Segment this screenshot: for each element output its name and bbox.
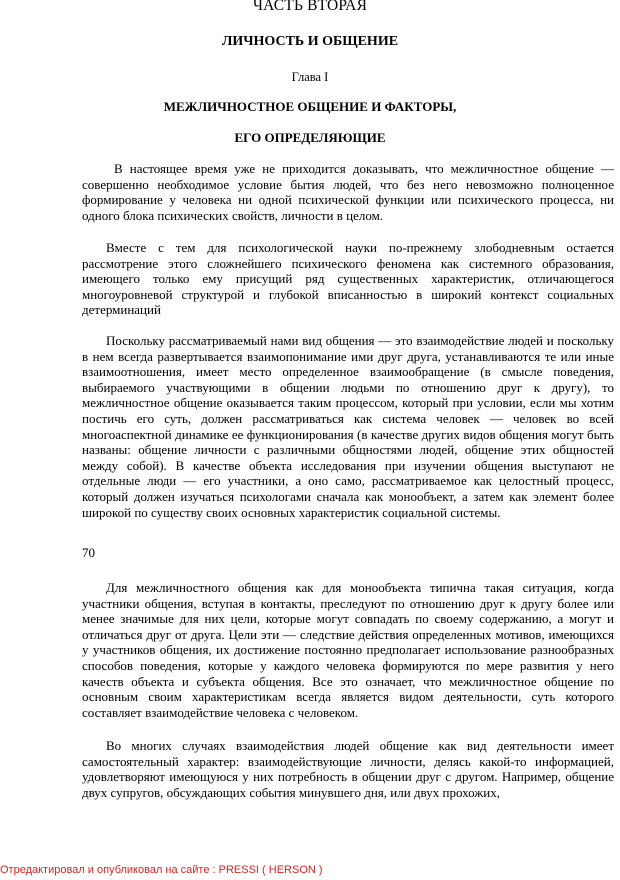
paragraph: Для межличностного общения как для монообъекта типична такая ситуация, когда участники общения, вступая в контакты, преследуют по отношению друг к другу более или менее значимые для них цели, которые могут совпадать по своему содержанию, а могут и отличаться друг от друга. Цели эти — следствие действия определенных мотивов, имеющихся у участников общения, их достижение постоянно предполагает использование разнообразных способов поведения, которые у каждого человека формируются по мере развития у него качеств объекта и субъекта общения. Все это означает, что межличностное общение по основным своим характеристикам всегда является видом деятельности, суть которого составляет взаимодействие человека с человеком. xyxy=(82,580,614,720)
section-title: ЛИЧНОСТЬ И ОБЩЕНИЕ xyxy=(221,34,399,49)
page-number: 70 xyxy=(82,545,95,560)
paragraph: Во многих случаях взаимодействия людей общение как вид деятельности имеет самостоятельный характер: взаимодействующие личности, делясь какой-то информацией, удовлетворяют имеющуюся у них потребность в общении друг с другом. Например, общение двух супругов, обсуждающих события минувшего дня, или двух прохожих, xyxy=(82,738,614,800)
paragraph: Вместе с тем для психологической науки по-прежнему злободневным остается рассмотрение этого сложнейшего психического феномена как системного образования, имеющего только ему присущий ряд существенных характеристик, отличающегося многоуровневой структурой и глубокой вписанностью в широкий контекст социальных детерминаций xyxy=(82,240,614,318)
paragraph: В настоящее время уже не приходится доказывать, что межличностное общение — совершенно необходимое условие бытия людей, что без него невозможно полноценное формирование у человека ни одной психической функции или психического процесса, ни одного блока психических свойств, личности в целом. xyxy=(82,161,614,223)
chapter-title-line-2: ЕГО ОПРЕДЕЛЯЮЩИЕ xyxy=(234,130,386,145)
footer-credit: Отредактировал и опубликовал на сайте : PRESSI ( HERSON ) xyxy=(0,864,323,876)
chapter-label: Глава I xyxy=(291,70,329,84)
part-title: ЧАСТЬ ВТОРАЯ xyxy=(252,0,368,14)
chapter-title-line-1: МЕЖЛИЧНОСТНОЕ ОБЩЕНИЕ И ФАКТОРЫ, xyxy=(163,99,457,114)
paragraph: Поскольку рассматриваемый нами вид общения — это взаимодействие людей и поскольку в нем всегда развертывается взаимопонимание ими друг друга, устанавливаются те или иные взаимоотношения, имеет место определенное взаимообращение (в смысле поведения, выбираемого участвующими в общении людьми по отношению друг к другу), то межличностное общение оказывается таким процессом, который при условии, если мы хотим постичь его суть, должен рассматриваться как система человек — человек во всей многоаспектной динамике ее функционирования (в качестве других видов общения могут быть названы: общение личности с различными общностями людей, общение этих общностей между собой). В качестве объекта исследования при изучении общения выступают не отдельные люди — его участники, а оно само, рассматриваемое как целостный процесс, который должен изучаться психологами сначала как монообъект, а затем как элемент более широкой по существу своих основных характеристик социальной системы. xyxy=(82,333,614,520)
